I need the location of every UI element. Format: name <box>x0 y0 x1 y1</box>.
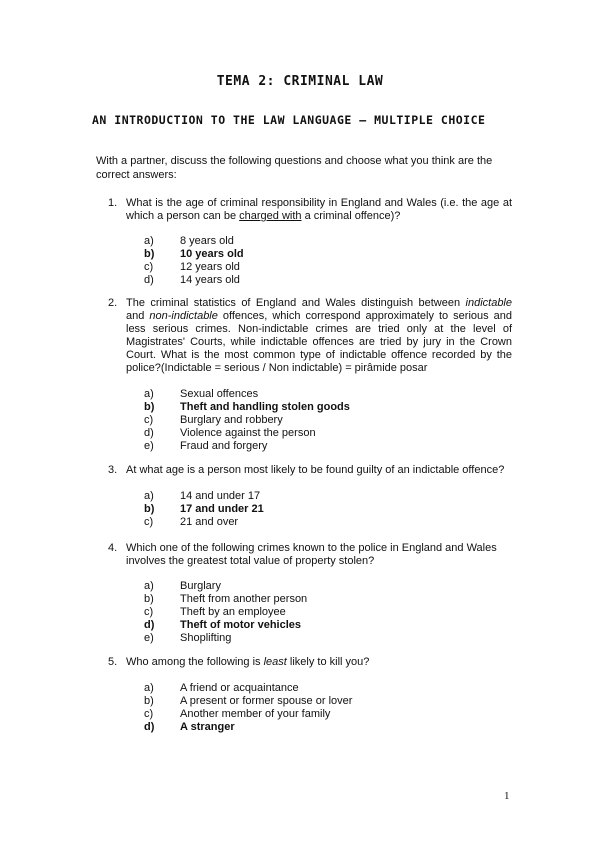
option-text: A stranger <box>180 721 235 733</box>
question-number: 1. <box>108 197 118 209</box>
option-d <box>144 274 244 287</box>
intro-paragraph: With a partner, discuss the following questions and choose what you think are the correct answers: <box>96 155 493 181</box>
option-letter: d) <box>144 619 155 631</box>
option-text: Theft of motor vehicles <box>180 619 302 631</box>
option-b-answer <box>144 401 350 414</box>
option-text: Theft from another person <box>180 593 308 605</box>
option-letter: c) <box>144 708 154 720</box>
options-q5 <box>144 682 352 734</box>
option-letter: b) <box>144 503 155 515</box>
option-d-answer <box>144 721 352 734</box>
option-letter: c) <box>144 414 154 426</box>
question-text <box>126 656 512 669</box>
option-c <box>144 261 244 274</box>
option-text: Theft and handling stolen goods <box>180 401 350 413</box>
option-text: Burglary and robbery <box>180 414 283 426</box>
italic-term: least <box>263 656 287 668</box>
question-number: 3. <box>108 464 118 476</box>
option-c <box>144 606 307 619</box>
options-q4 <box>144 580 307 645</box>
option-a <box>144 235 244 248</box>
option-b <box>144 593 307 606</box>
question-text-part: offences, which correspond approximately to serious and less serious crimes. Non-indictable crimes are tried only at the level of Magistrates' Courts, while indictable offences are tried by jury in the Crown Court. What is the most common type of indictable offence recorded by the police?(Indictable = serious / Non indictable) = pirâmide posar <box>126 310 512 374</box>
question-3 <box>108 464 512 477</box>
question-5 <box>108 656 512 669</box>
option-text: Shoplifting <box>180 632 232 644</box>
option-text: 14 years old <box>180 274 240 286</box>
page-title: TEMA 2: CRIMINAL LAW <box>216 74 384 89</box>
option-letter: c) <box>144 261 154 273</box>
option-letter: a) <box>144 580 154 592</box>
section-heading: AN INTRODUCTION TO THE LAW LANGUAGE – MULTIPLE CHOICE <box>92 113 486 127</box>
option-text: Theft by an employee <box>180 606 286 618</box>
option-letter: d) <box>144 721 155 733</box>
question-text <box>126 197 512 223</box>
question-1 <box>108 197 512 223</box>
question-number: 5. <box>108 656 118 668</box>
question-text-part: likely to kill you? <box>286 656 370 668</box>
options-q3 <box>144 490 264 529</box>
option-a <box>144 490 264 503</box>
option-e <box>144 440 350 453</box>
italic-term: non-indictable <box>149 310 218 322</box>
option-letter: b) <box>144 401 155 413</box>
option-letter: a) <box>144 235 154 247</box>
question-2 <box>108 297 512 375</box>
question-text-part: and <box>126 310 150 322</box>
option-letter: e) <box>144 632 154 644</box>
option-a <box>144 580 307 593</box>
question-number: 4. <box>108 542 118 554</box>
underlined-term: charged with <box>239 210 302 222</box>
option-b <box>144 695 352 708</box>
option-a <box>144 682 352 695</box>
question-text-part: a criminal offence)? <box>301 210 401 222</box>
question-text: Which one of the following crimes known to the police in England and Wales involves the greatest total value of property stolen? <box>126 542 497 567</box>
option-letter: a) <box>144 490 154 502</box>
option-letter: b) <box>144 248 155 260</box>
option-letter: a) <box>144 388 154 400</box>
option-c <box>144 414 350 427</box>
option-text: Violence against the person <box>180 427 316 439</box>
italic-term: indictable <box>465 297 512 309</box>
question-number: 2. <box>108 297 118 309</box>
option-letter: c) <box>144 516 154 528</box>
option-text: Fraud and forgery <box>180 440 268 452</box>
option-text: 14 and under 17 <box>180 490 261 502</box>
option-text: Burglary <box>180 580 221 592</box>
question-text <box>126 297 512 375</box>
question-4 <box>108 542 512 568</box>
option-text: 8 years old <box>180 235 234 247</box>
question-text-part: What is the age of criminal responsibility in England and Wales (i.e. the age at which a person can be <box>126 197 512 222</box>
option-d <box>144 427 350 440</box>
option-letter: d) <box>144 427 154 439</box>
option-text: A friend or acquaintance <box>180 682 299 694</box>
question-text: At what age is a person most likely to be found guilty of an indictable offence? <box>126 464 505 476</box>
option-a <box>144 388 350 401</box>
option-text: 21 and over <box>180 516 239 528</box>
option-letter: d) <box>144 274 154 286</box>
option-b-answer <box>144 503 264 516</box>
page-number: 1 <box>504 790 510 802</box>
option-b-answer <box>144 248 244 261</box>
option-text: 12 years old <box>180 261 240 273</box>
options-q1 <box>144 235 244 287</box>
question-text-part: Who among the following is <box>126 656 264 668</box>
option-c <box>144 516 264 529</box>
option-c <box>144 708 352 721</box>
options-q2 <box>144 388 350 453</box>
question-text-part: The criminal statistics of England and Wales distinguish between <box>126 297 466 309</box>
option-letter: a) <box>144 682 154 694</box>
option-text: 10 years old <box>180 248 244 260</box>
option-letter: b) <box>144 593 154 605</box>
option-e <box>144 632 307 645</box>
option-d-answer <box>144 619 307 632</box>
option-letter: e) <box>144 440 154 452</box>
option-text: A present or former spouse or lover <box>180 695 353 707</box>
option-text: Another member of your family <box>180 708 331 720</box>
option-text: 17 and under 21 <box>180 503 264 515</box>
option-letter: b) <box>144 695 154 707</box>
option-letter: c) <box>144 606 154 618</box>
option-text: Sexual offences <box>180 388 259 400</box>
